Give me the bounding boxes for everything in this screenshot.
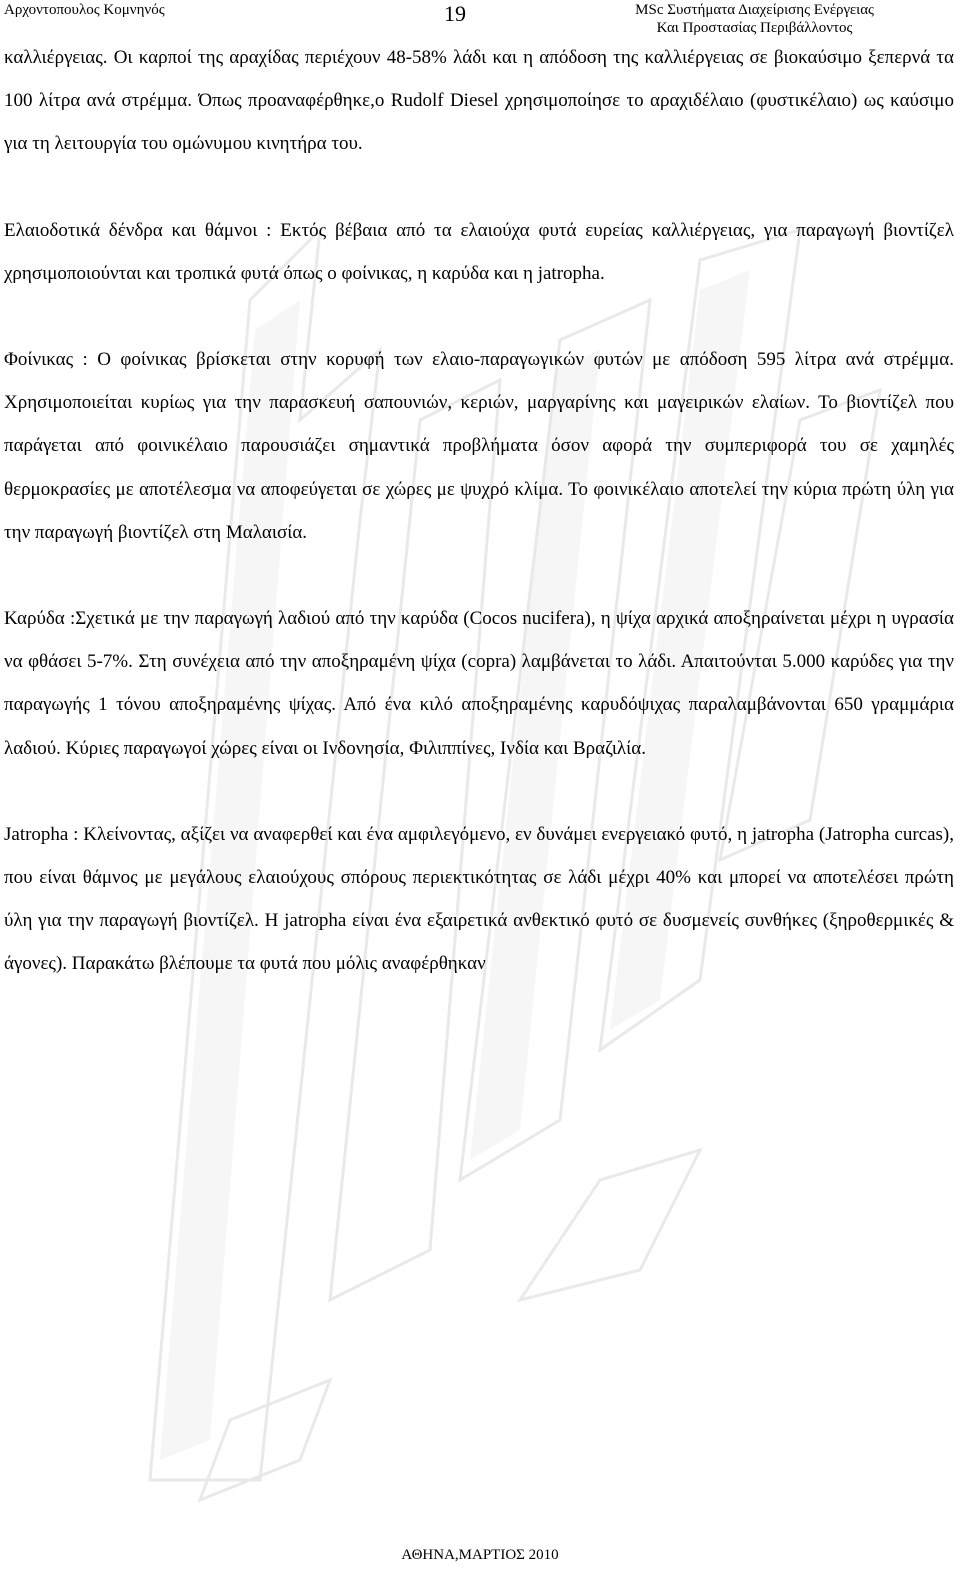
- paragraph-oil-trees: Ελαιοδοτικά δένδρα και θάμνοι : Εκτός βέβαια από τα ελαιούχα φυτά ευρείας καλλιέργειας, για παραγωγή βιοντίζελ χρησιμοποιούνται και τροπικά φυτά όπως ο φοίνικας, η καρύδα και η jatropha.: [4, 219, 954, 284]
- header-program-line1: MSc Συστήματα Διαχείρισης Ενέργειας: [635, 2, 874, 18]
- header-program-line2: Και Προστασίας Περιβάλλοντος: [656, 20, 853, 36]
- document-body: [4, 36, 954, 986]
- paragraph-coconut: Καρύδα :Σχετικά με την παραγωγή λαδιού από την καρύδα (Cocos nucifera), η ψίχα αρχικά αποξηραίνεται μέχρι η υγρασία να φθάσει 5-7%. Στη συνέχεια από την αποξηραμένη ψίχα (copra) λαμβάνεται το λάδι. Απαιτούνται 5.000 καρύδες για την παραγωγής 1 τόνου αποξηραμένης ψίχας. Από ένα κιλό αποξηραμένης καρυδόψιχας παραλαμβάνονται 650 γραμμάρια λαδιού. Κύριες παραγωγοί χώρες είναι οι Ινδονησία, Φιλιππίνες, Ινδία και Βραζιλία.: [4, 608, 954, 759]
- header-author: Αρχοντοπουλος Κομνηνός: [4, 2, 165, 18]
- paragraph-jatropha: Jatropha : Κλείνοντας, αξίζει να αναφερθεί και ένα αμφιλεγόμενο, εν δυνάμει ενεργειακό φυτό, η jatropha (Jatropha curcas), που είναι θάμνος με μεγάλους ελαιούχους σπόρους περιεκτικότητας σε λάδι μέχρι 40% και μπορεί να αποτελέσει πρώτη ύλη για την παραγωγή βιοντίζελ. Η jatropha είναι ένα εξαιρετικά ανθεκτικό φυτό σε δυσμενείς συνθήκες (ξηροθερμικές & άγονες). Παρακάτω βλέπουμε τα φυτά που μόλις αναφέρθηκαν: [4, 823, 954, 975]
- header-program: [635, 1, 874, 37]
- paragraph-palm: Φοίνικας : Ο φοίνικας βρίσκεται στην κορυφή των ελαιο-παραγωγικών φυτών με απόδοση 595 λίτρα ανά στρέμμα. Χρησιμοποιείται κυρίως για την παρασκευή σαπουνιών, κεριών, μαργαρίνης και μαγειρικών ελαίων. Το βιοντίζελ που παράγεται από φοινικέλαιο παρουσιάζει σημαντικά προβλήματα όσον αφορά την συμπεριφορά του σε χαμηλές θερμοκρασίες με αποτέλεσμα να αποφεύγεται σε χώρες με ψυχρό κλίμα. Το φοινικέλαιο αποτελεί την κύρια πρώτη ύλη για την παραγωγή βιοντίζελ στη Μαλαισία.: [4, 349, 954, 543]
- page-number: 19: [444, 1, 466, 26]
- page-footer: ΑΘΗΝΑ,ΜΑΡΤΙΟΣ 2010: [401, 1547, 559, 1563]
- paragraph-peanut: καλλιέργειας. Οι καρποί της αραχίδας περιέχουν 48-58% λάδι και η απόδοση της καλλιέργειας σε βιοκαύσιμο ξεπερνά τα 100 λίτρα ανά στρέμμα. Όπως προαναφέρθηκε,ο Rudolf Diesel χρησιμοποίησε το αραχιδέλαιο (φυστικέλαιο) ως καύσιμο για τη λειτουργία του ομώνυμου κινητήρα του.: [4, 47, 954, 155]
- page-header: [0, 0, 960, 36]
